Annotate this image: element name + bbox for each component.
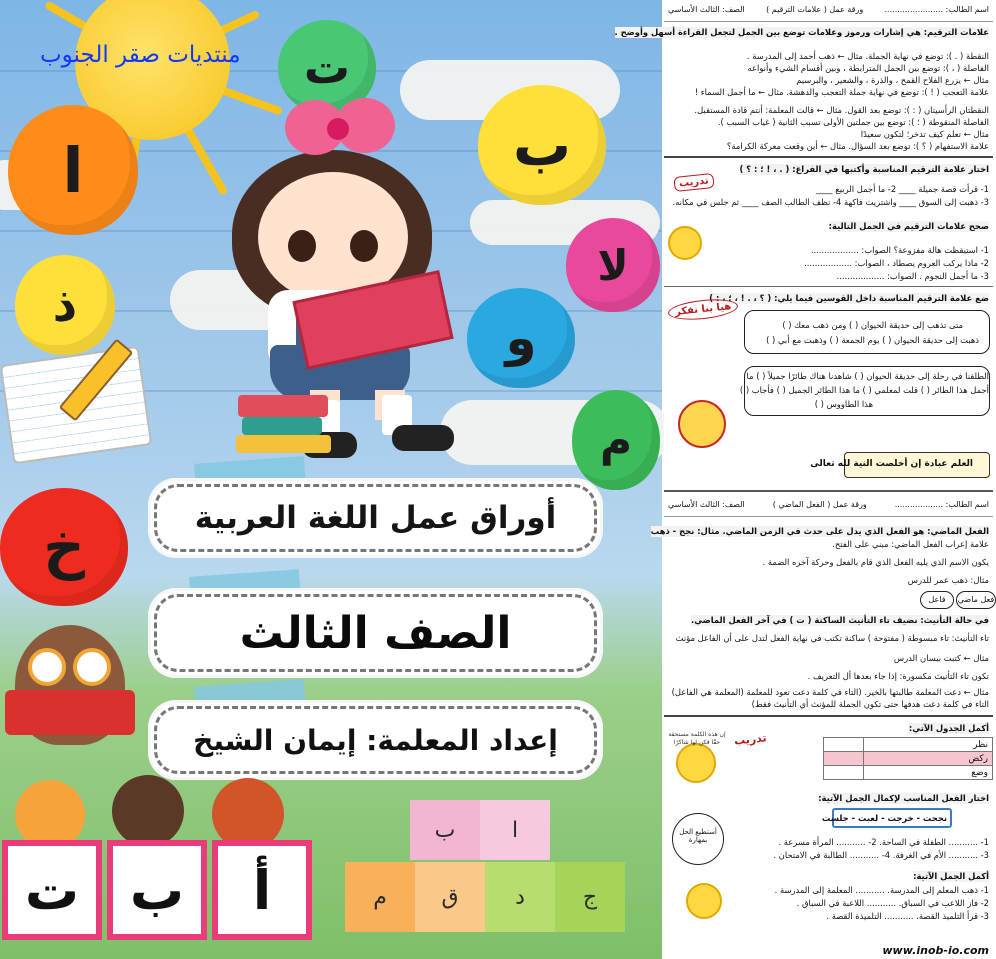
teacher-name: إعداد المعلمة: إيمان الشيخ <box>193 723 558 757</box>
letter-cube-text: م <box>373 884 387 910</box>
smiley-icon <box>668 226 702 260</box>
question-item: 2- ماذا يركب العروم يصطاد ، الصواب: .................. <box>804 258 989 268</box>
rule-line: مثال ← تعلم كيف تدخر؛ لتكون سعيدًا <box>860 129 989 139</box>
rule-line: مثال ← كتبت بيسان الدرس <box>893 653 989 663</box>
question-item: 3- ذهبت إلى السوق ____ واشتريت فاكهة 4- نظف الطالب الصف ____ ثم جلس في مكانه. <box>672 197 989 207</box>
student-name-field: اسم الطالب: ................... <box>894 500 989 509</box>
balloon-letter <box>467 288 575 388</box>
rule-line: علامة إعراب الفعل الماضي: مبني على الفتح. <box>832 539 989 549</box>
letter-cube-text: ب <box>434 817 456 843</box>
side-tip: إن هذه الكلمة مستحقة حقًا فكن لها شاكرًا <box>668 731 726 746</box>
question-item: 1- قرأت قصة جميلة ____ 2- ما أجمل الربيع ____ <box>815 184 989 194</box>
rule-line: في حالة التأنيث: نضيف تاء التأنيث الساكنة ( ت ) في آخر الفعل الماضي. <box>691 615 989 625</box>
exercise-box <box>744 310 990 354</box>
rule-line: تاء التأنيث: تاء مبسوطة ( مفتوحة ) ساكنة تكتب في نهاية الفعل لتدل على أن الفاعل مؤنث <box>675 633 989 643</box>
training-tag: تدريب <box>733 731 768 748</box>
sheet-header <box>664 495 993 517</box>
letter-cube <box>555 862 625 932</box>
kid-avatar <box>112 775 184 847</box>
word-bank: نجحت - خرجت - لعبت - جلست <box>821 813 947 823</box>
letter-card-text: ت <box>24 858 80 922</box>
eye <box>350 230 378 262</box>
rule-line: يكون الاسم الذي يليه الفعل الذي قام بالفعل وحركة آخره الضمة . <box>762 557 989 567</box>
rule-line: النقطتان الرأسيتان ( : ): توضع بعد القول. مثال ← قالت المعلمة: أنتم قادة المستقبل. <box>694 105 989 115</box>
question-1: اختار علامة الترقيم المناسبة وأكتبها في الفراغ: ( . ، ! ؛ : ؟ ) <box>739 164 989 174</box>
sheet-grade: الصف: الثالث الأساسي <box>668 500 745 509</box>
question-item: 1- ذهب المعلم إلى المدرسة. ........... المعلمة إلى المدرسة . <box>774 885 989 895</box>
rule-line: علامة التعجب ( ! ): توضع في نهاية جملة التعجب والدهشة. مثال ← ما أجمل السماء ! <box>694 87 989 97</box>
sheet-title: ورقة عمل ( الفعل الماضي ) <box>772 500 867 509</box>
letter-card-text: ب <box>129 858 185 922</box>
question-item: 1- ........... الطفلة في الساحة. 2- ........... المرأة مسرعة . <box>778 837 989 847</box>
question-item: 3- قرأ التلميذ القصة. ........... التلميذة القصة . <box>826 911 989 921</box>
verb-table <box>823 737 993 780</box>
rule-line: مثال ← دعت المعلمة طالبتها بالخير. (التاء في كلمة دعت تعود للمعلمة (المعلمة هي الفاعل) <box>671 687 989 697</box>
rule-line: الفاصلة ( ، ): توضع بين الجمل المترابطة ، وبين أقسام الشيء وأنواعه <box>747 63 989 73</box>
word-bubble <box>920 591 954 609</box>
balloon-letter-text: ب <box>512 111 572 179</box>
sheet-grade: الصف: الثالث الأساسي <box>668 5 745 14</box>
table-cell: نظر <box>864 738 993 752</box>
owl-book-icon <box>5 690 135 735</box>
subject-title: أوراق عمل اللغة العربية <box>194 500 557 536</box>
sheet-separator <box>664 490 993 492</box>
rule-line: مثال: ذهب عمر للدرس <box>907 575 989 585</box>
letter-cube-text: د <box>515 884 525 910</box>
exercise-line: هذا الطاووس ( ) <box>814 399 873 409</box>
exercise-line: ذهبت إلى حديقة الحيوان ( ) يوم الجمعة ( ) وذهبت مع أبي ( ) <box>766 335 979 345</box>
question-2: اختار الفعل المناسب لإكمال الجمل الآتية: <box>818 793 989 803</box>
student-name-field: اسم الطالب: ....................... <box>884 5 989 14</box>
balloon-letter-text: ت <box>303 40 351 94</box>
letter-card <box>107 840 207 940</box>
smiley-icon <box>686 883 722 919</box>
balloon-letter <box>566 218 660 312</box>
forum-title: منتديات صقر الجنوب <box>40 42 241 68</box>
letter-cube <box>415 862 485 932</box>
worksheet-punctuation <box>614 0 993 487</box>
balloon-letter-text: م <box>599 414 633 466</box>
section-divider <box>664 715 993 717</box>
question-item: 1- استيقظت هالة مفزوعة؟ الصواب: .................. <box>810 245 989 255</box>
eye <box>288 230 316 262</box>
letter-cube-text: ج <box>582 884 598 910</box>
owl-eye <box>73 648 111 686</box>
sheet-title: ورقة عمل ( علامات الترقيم ) <box>766 5 864 14</box>
rule-line: النقطة ( . ): توضع في نهاية الجملة. مثال ← ذهب أحمد إلى المدرسة . <box>746 51 989 61</box>
training-tag: تدريب <box>673 173 714 192</box>
balloon-letter-text: و <box>505 309 537 367</box>
letter-card <box>2 840 102 940</box>
rule-line: علامة الاستفهام ( ؟ ): توضع بعد السؤال. مثال ← أين وقعت معركة الكرامة؟ <box>726 141 989 151</box>
definition-line: علامات الترقيم: هي إشارات ورموز وعلامات توضع بين الجمل لتجعل القراءة أسهل وأوضح . <box>614 27 989 37</box>
table-cell: وضع <box>864 766 993 780</box>
word-bubble-text: فاعل <box>928 595 946 604</box>
section-divider <box>664 156 993 158</box>
balloon-letter <box>572 390 660 490</box>
letter-cube <box>410 800 480 860</box>
letter-card <box>212 840 312 940</box>
rule-line: الفاصلة المنقوطة ( ؛ ): توضع بين جملتين الأولى تسبب الثانية ( غياب السبب ). <box>717 117 989 127</box>
rule-line: التاء في كلمة دعت هدفها حتى تكون الجملة للمؤنث أي التأنيث فقط) <box>751 699 989 709</box>
balloon-letter <box>0 488 128 606</box>
teacher-banner <box>148 700 603 780</box>
question-1: أكمل الجدول الآتي: <box>908 723 989 733</box>
grade-banner <box>148 588 603 678</box>
letter-cube <box>485 862 555 932</box>
question-item: 2- فاز اللاعب في السباق. ........... اللاعبة في السباق . <box>796 898 989 908</box>
balloon-letter-text: خ <box>43 513 85 581</box>
speech-bubble-text: أستطيع الحل بمهارة <box>679 828 717 844</box>
owl-eye <box>28 648 66 686</box>
happy-face-icon <box>678 400 726 448</box>
table-cell: ركض <box>864 752 993 766</box>
letter-cube <box>345 862 415 932</box>
definition-line: الفعل الماضي: هو الفعل الذي يدل على حدث في الزمن الماضي. مثال: نجح - ذهب <box>650 526 989 536</box>
rule-line: تكون تاء التأنيث مكسورة: إذا جاء بعدها أل التعريف . <box>807 671 989 681</box>
speech-bubble <box>672 813 724 865</box>
question-item: 3- ........... الأم في الغرفة. 4- ........... الطالبة في الامتحان . <box>773 850 989 860</box>
question-3: ضع علامة الترقيم المناسبة داخل القوسين فيما يلي: ( ؟ ، . ! ، ؛ ، : ) <box>709 293 989 303</box>
balloon-letter <box>8 105 138 235</box>
site-url: www.inob-io.com <box>882 944 989 957</box>
word-bubble-text: فعل ماضي <box>957 595 995 604</box>
section-divider <box>664 286 993 287</box>
balloon-letter <box>478 85 606 205</box>
letter-card-text: أ <box>252 858 272 922</box>
exercise-line: متى تذهب إلى حديقة الحيوان ( ) ومن ذهب معك ( ) <box>782 320 963 330</box>
exercise-line: الطلقنا في رحلة إلى حديقة الحيوان ( ) شاهدنا هناك طائرًا جميلاً ( ) ما <box>746 371 989 381</box>
word-bubble <box>956 591 996 609</box>
balloon-letter <box>15 255 115 355</box>
exercise-line: أجمل هذا الطائر ( ) قلت لمعلمي ( ) ما هذا الطائر الجميل ( ) فأجاب ( ) <box>739 385 989 395</box>
question-3: أكمل الجمل الآتية: <box>913 871 989 881</box>
question-item: 3- ما أجمل النجوم . الصواب: .................. <box>836 271 989 281</box>
sheet-header <box>664 0 993 22</box>
sunglasses-smiley-icon <box>676 743 716 783</box>
rule-line: مثال ← يزرع الفلاح القمح ، والذرة ، والشعير ، والبرسيم <box>796 75 989 85</box>
balloon-letter-text: ا <box>62 133 84 207</box>
worksheet-past-verb <box>650 495 995 959</box>
grade-title: الصف الثالث <box>239 607 512 659</box>
letter-cube-text: ا <box>511 817 519 843</box>
think-tag: هيا بنا نفكر <box>667 296 739 322</box>
letter-cube <box>480 800 550 860</box>
question-2: صحح علامات الترقيم في الجمل التالية: <box>828 221 989 231</box>
balloon-letter-text: لا <box>597 240 629 290</box>
letter-cube-text: ق <box>441 884 459 910</box>
balloon-letter-text: ذ <box>52 277 78 333</box>
quote-text: العلم عبادة إن أخلصت النية لله تعالى <box>810 459 973 469</box>
subject-banner <box>148 478 603 558</box>
